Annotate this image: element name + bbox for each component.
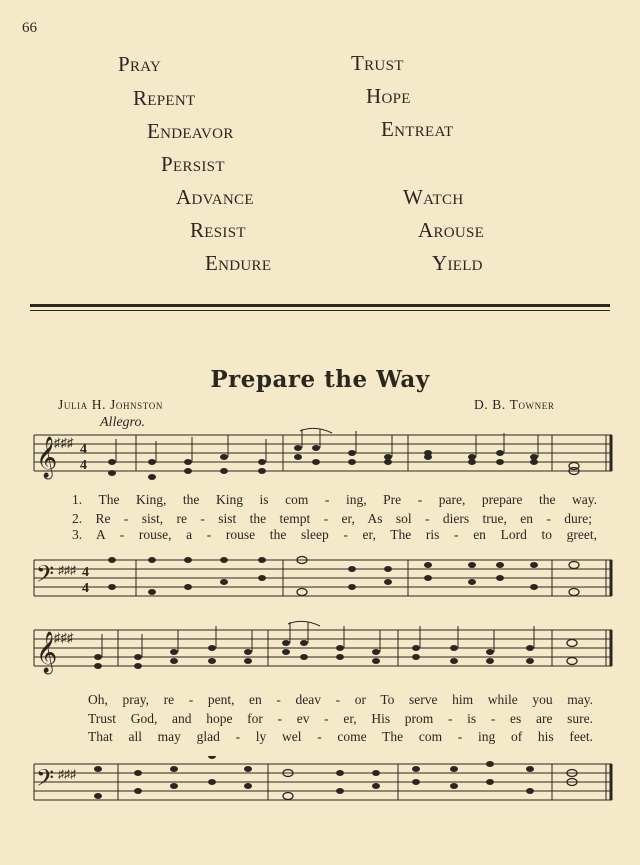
word-hope: Hope <box>366 84 411 108</box>
svg-text:𝄞: 𝄞 <box>36 437 58 478</box>
verse-1-line-1: 1. The King, the King is com - ing, Pre - pare, prepare the way. <box>72 492 597 507</box>
verse-2-line-1: 2. Re - sist, re - sist the tempt - er, As sol - diers true, en - dure; <box>72 511 592 526</box>
verse-1-line-2: Oh, pray, re - pent, en - deav - or To serve him while you may. <box>88 692 593 707</box>
double-rule-bottom <box>30 310 610 311</box>
system1-treble-staff <box>0 425 640 495</box>
tempo-marking: Allegro. <box>100 415 145 430</box>
system1-bass-staff <box>0 552 640 607</box>
verse-3-line-1: 3. A - rouse, a - rouse the sleep - er, The ris - en Lord to greet, <box>72 527 597 542</box>
word-arouse: Arouse <box>418 218 485 242</box>
svg-text:♯♯♯: ♯♯♯ <box>54 435 74 450</box>
svg-text:4: 4 <box>80 442 87 457</box>
word-endure: Endure <box>205 251 272 275</box>
word-trust: Trust <box>351 51 404 75</box>
word-yield: Yield <box>432 251 483 275</box>
svg-text:4: 4 <box>80 458 87 473</box>
verse-2-line-2: Trust God, and hope for - ev - er, His prom - is - es are sure. <box>88 711 593 726</box>
page-number: 66 <box>22 20 37 36</box>
svg-text:♯♯♯: ♯♯♯ <box>58 563 76 577</box>
svg-text:4: 4 <box>82 565 89 580</box>
svg-text:♯♯♯: ♯♯♯ <box>54 630 74 645</box>
svg-text:𝄢: 𝄢 <box>36 764 55 797</box>
svg-text:𝄢: 𝄢 <box>36 560 55 593</box>
verse-3-line-2: That all may glad - ly wel - come The com - ing of his feet. <box>88 729 593 744</box>
composer-credit: D. B. Towner <box>474 397 555 412</box>
svg-text:4: 4 <box>82 581 89 596</box>
word-resist: Resist <box>190 218 246 242</box>
system2-bass-staff <box>0 756 640 811</box>
svg-text:𝄞: 𝄞 <box>36 632 58 673</box>
hymn-title: Prepare the Way <box>210 366 430 393</box>
word-advance: Advance <box>176 185 254 209</box>
word-pray: Pray <box>118 52 162 76</box>
word-entreat: Entreat <box>381 117 454 141</box>
lyricist-credit: Julia H. Johnston <box>58 397 163 412</box>
double-rule-top <box>30 304 610 307</box>
svg-text:♯♯♯: ♯♯♯ <box>58 767 76 781</box>
word-watch: Watch <box>403 185 464 209</box>
word-endeavor: Endeavor <box>147 119 234 143</box>
system2-treble-staff <box>0 620 640 690</box>
word-repent: Repent <box>133 86 196 110</box>
word-persist: Persist <box>161 152 225 176</box>
